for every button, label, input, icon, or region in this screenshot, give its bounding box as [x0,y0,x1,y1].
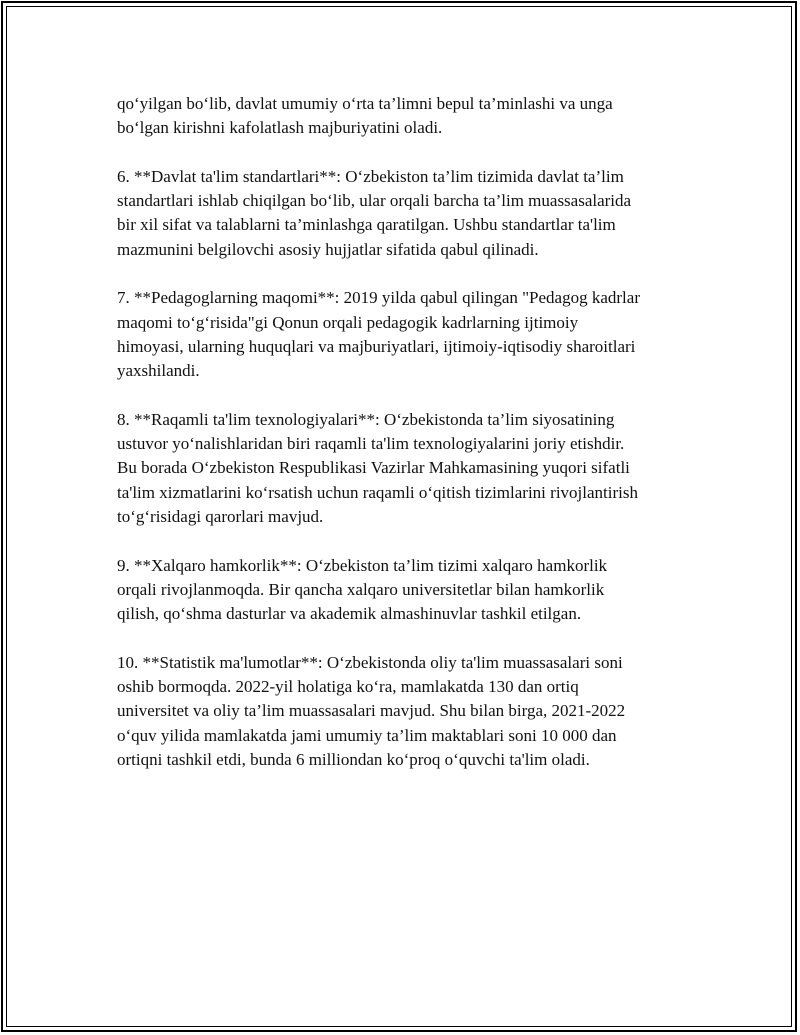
text-line: o‘quv yilida mamlakatda jami umumiy ta’lim maktablari soni 10 000 dan [117,725,617,745]
text-line: standartlari ishlab chiqilgan bo‘lib, ular orqali barcha ta’lim muassasalarida [117,191,632,211]
paragraph-statistics [117,651,697,772]
paragraph-continuation [117,92,697,141]
text-line: to‘g‘risidagi qarorlari mavjud. [117,507,324,527]
text-line: himoyasi, ularning huquqlari va majburiyatlari, ijtimoiy-iqtisodiy sharoitlari [117,336,636,356]
text-line: oshib bormoqda. 2022-yil holatiga ko‘ra, mamlakatda 130 dan ortiq [117,677,579,697]
text-line: orqali rivojlanmoqda. Bir qancha xalqaro universitetlar bilan hamkorlik [117,579,605,599]
text-line: bir xil sifat va talablarni ta’minlashga qaratilgan. Ushbu standartlar ta'lim [117,215,616,235]
paragraph-standards [117,165,697,262]
text-line: ortiqni tashkil etdi, bunda 6 milliondan ko‘proq o‘quvchi ta'lim oladi. [117,750,590,770]
text-line: 8. **Raqamli ta'lim texnologiyalari**: O‘zbekistonda ta’lim siyosatining [117,409,615,429]
text-line: mazmunini belgilovchi asosiy hujjatlar sifatida qabul qilinadi. [117,239,539,259]
text-line: universitet va oliy ta’lim muassasalari mavjud. Shu bilan birga, 2021-2022 [117,701,626,721]
text-line: Bu borada O‘zbekiston Respublikasi Vazirlar Mahkamasining yuqori sifatli [117,458,630,478]
text-line: 10. **Statistik ma'lumotlar**: O‘zbekistonda oliy ta'lim muassasalari soni [117,652,623,672]
text-line: 7. **Pedagoglarning maqomi**: 2019 yilda qabul qilingan "Pedagog kadrlar [117,288,640,308]
text-line: 9. **Xalqaro hamkorlik**: O‘zbekiston ta’lim tizimi xalqaro hamkorlik [117,555,608,575]
text-line: ta'lim xizmatlarini ko‘rsatish uchun raqamli o‘qitish tizimlarini rivojlantirish [117,482,638,502]
text-line: 6. **Davlat ta'lim standartlari**: O‘zbekiston ta’lim tizimida davlat ta’lim [117,166,624,186]
paragraph-teachers-status [117,286,697,383]
text-line: ustuvor yo‘nalishlaridan biri raqamli ta'lim texnologiyalarini joriy etishdir. [117,434,625,454]
text-line: qo‘yilgan bo‘lib, davlat umumiy o‘rta ta’limni bepul ta’minlashi va unga [117,94,613,113]
paragraph-digital-education [117,408,697,529]
text-line: qilish, qo‘shma dasturlar va akademik almashinuvlar tashkil etilgan. [117,604,582,624]
document-body [117,92,697,797]
text-line: yaxshilandi. [117,361,200,381]
text-line: maqomi to‘g‘risida"gi Qonun orqali pedagogik kadrlarning ijtimoiy [117,312,579,332]
paragraph-international-cooperation [117,554,697,627]
text-line: bo‘lgan kirishni kafolatlash majburiyatini oladi. [117,118,443,138]
